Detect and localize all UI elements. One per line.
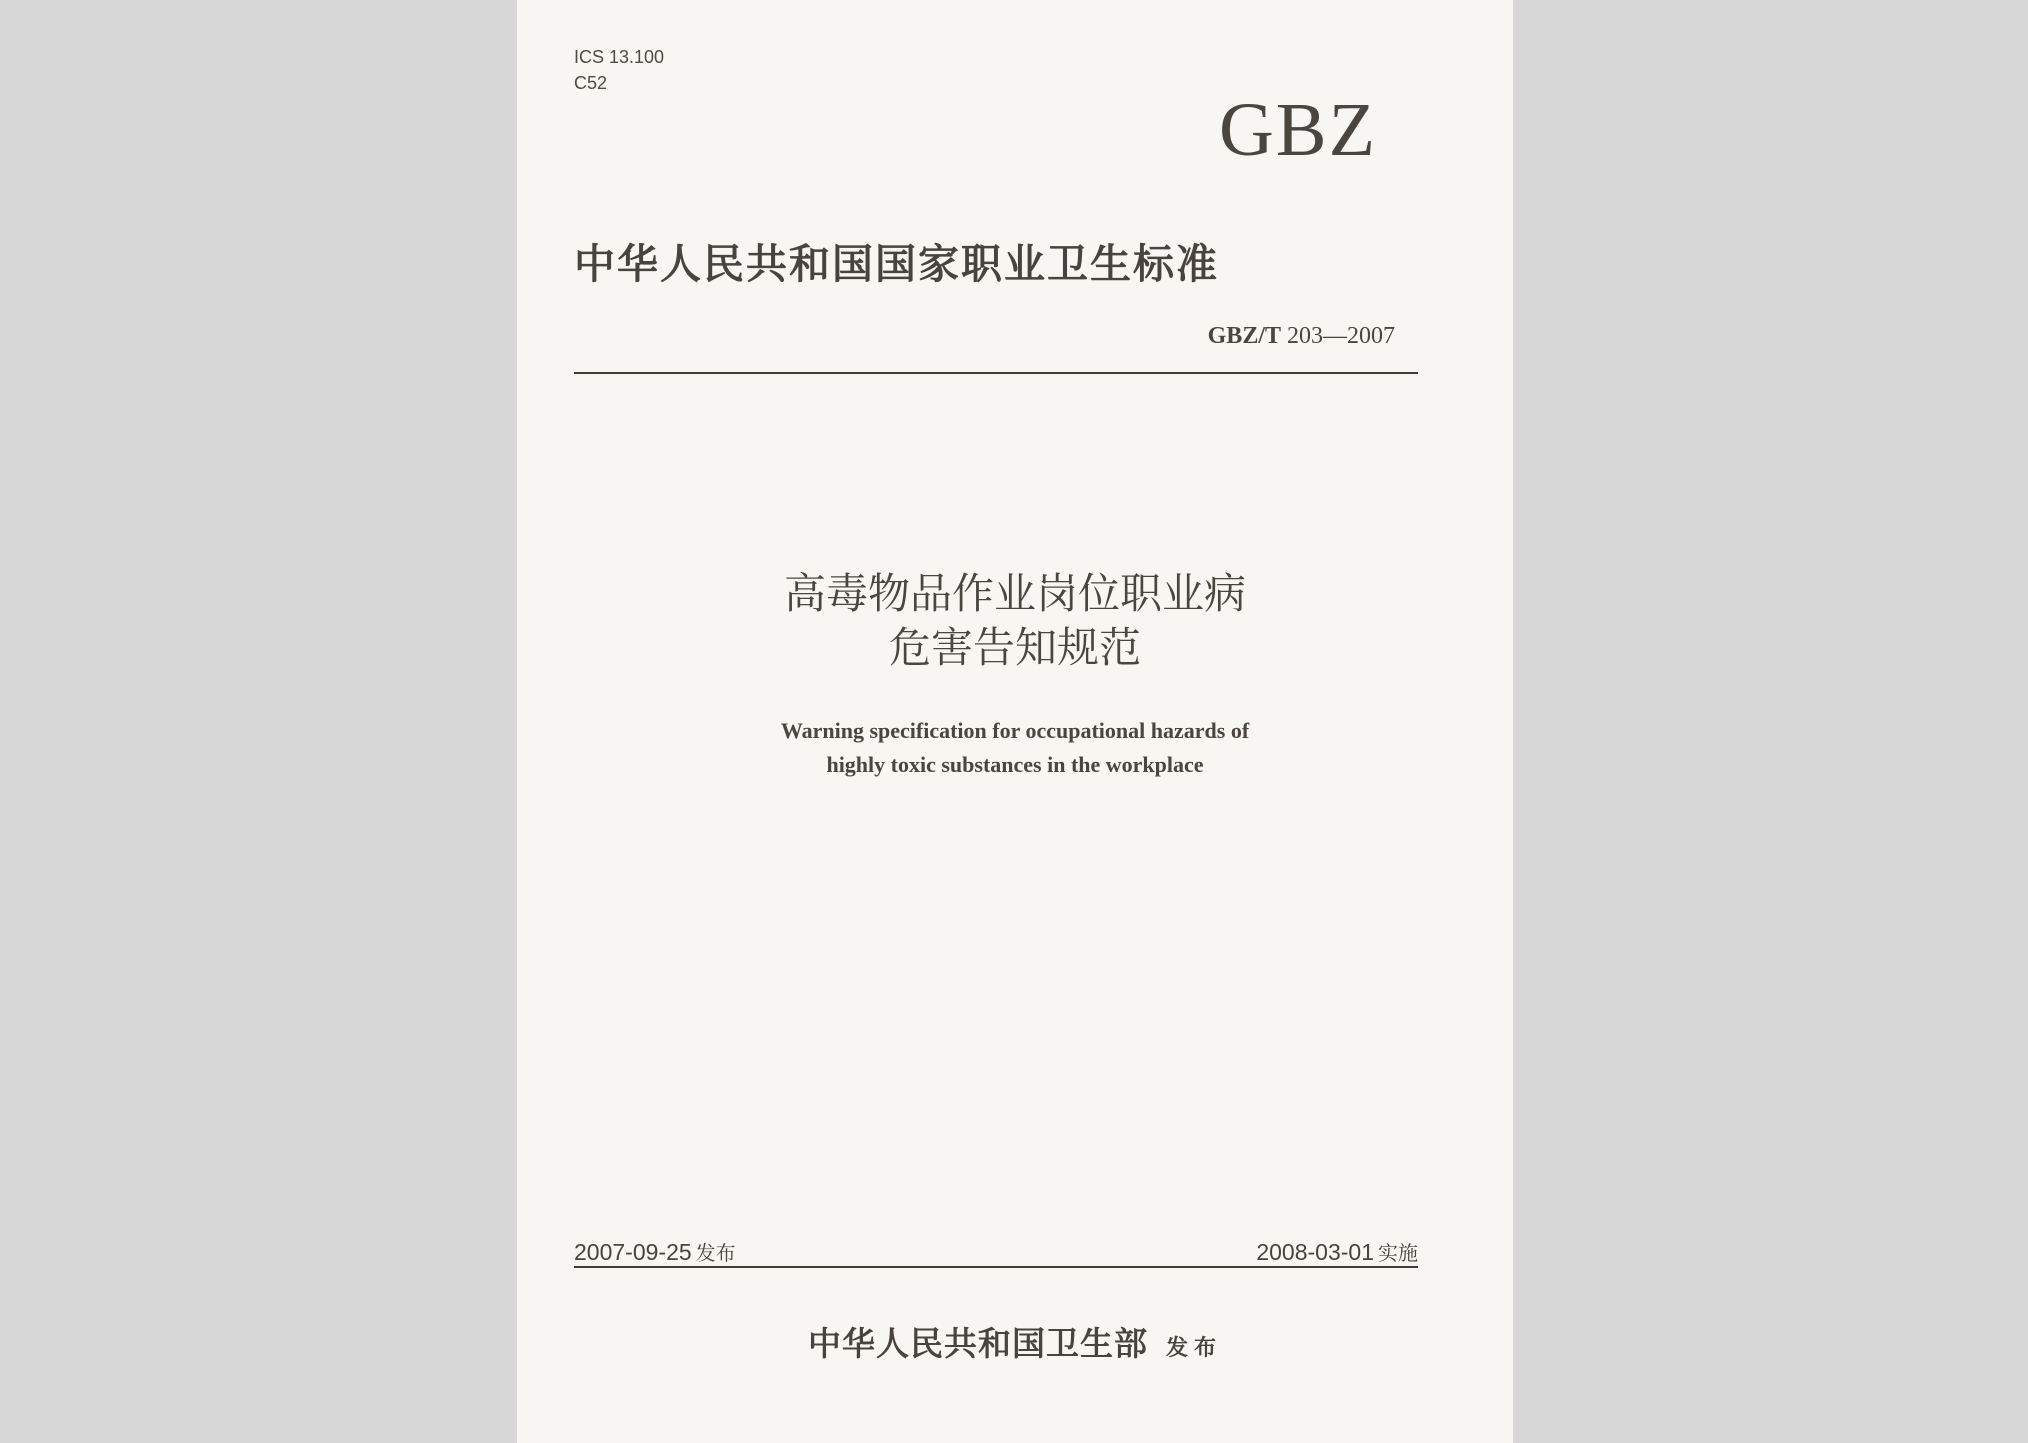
issue-date-value: 2007-09-25 [574,1239,692,1265]
ics-code: ICS 13.100 [574,47,665,67]
gbz-logo: GBZ [1219,88,1377,172]
issue-date [574,1237,736,1266]
implementation-date-value: 2008-03-01 [1256,1239,1374,1265]
header-divider [574,372,1418,374]
standard-number-prefix: GBZ/T [1207,323,1281,349]
ccs-code: C52 [574,73,608,93]
footer-divider [574,1266,1418,1268]
publisher [517,1318,1513,1365]
standard-number-code: 203—2007 [1287,323,1395,349]
document-cover-page [517,0,1513,1443]
implementation-date [1256,1237,1418,1266]
issue-date-label: 发布 [695,1241,736,1265]
classification-codes [574,44,664,96]
chinese-title-line-2: 危害告知规范 [888,623,1141,672]
chinese-title-line-1: 高毒物品作业岗位职业病 [783,569,1246,618]
publisher-label: 发布 [1165,1336,1222,1361]
standard-number [1208,323,1395,350]
publisher-name: 中华人民共和国卫生部 [807,1324,1148,1363]
english-title-line-2: highly toxic substances in the workplace [826,752,1204,777]
english-title-line-1: Warning specification for occupational hazards of [780,718,1250,743]
implementation-date-label: 实施 [1378,1241,1418,1265]
national-standard-title: 中华人民共和国国家职业卫生标准 [574,240,1219,288]
